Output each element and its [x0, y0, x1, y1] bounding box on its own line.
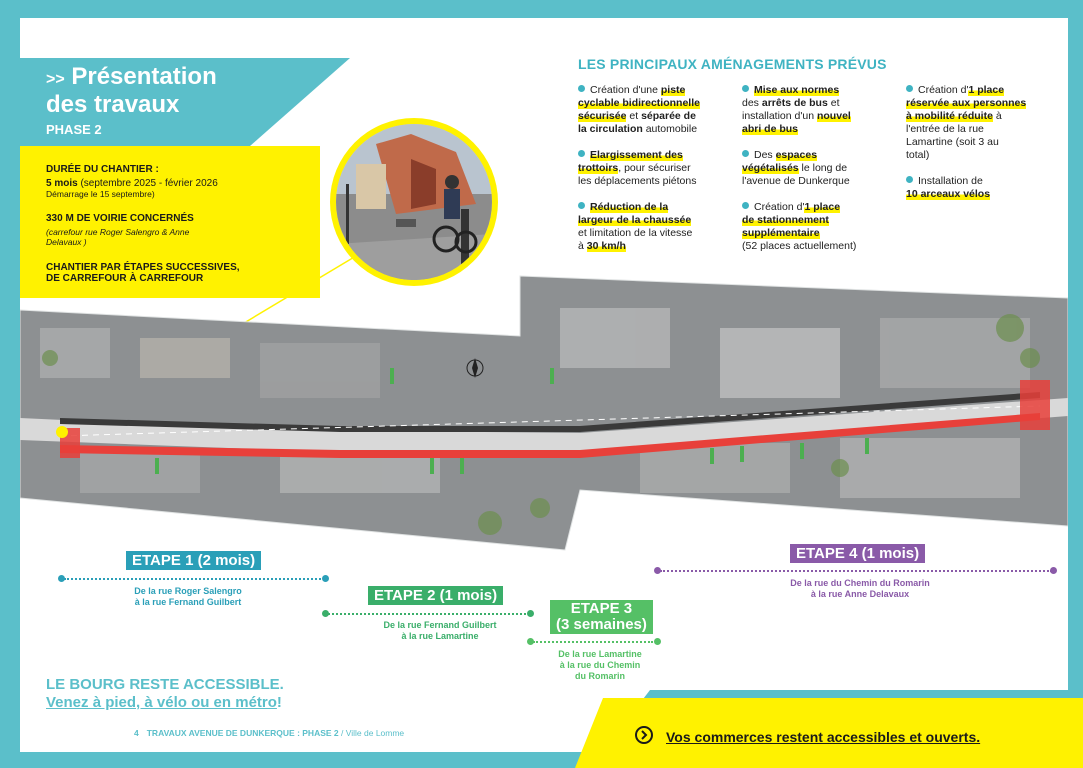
amenagements-col-2	[742, 84, 892, 266]
bullet-icon	[578, 150, 585, 157]
etape-4-label: ETAPE 4 (1 mois)	[790, 544, 925, 563]
etape-2-label: ETAPE 2 (1 mois)	[368, 586, 503, 605]
title-line-2: des travaux	[46, 91, 180, 118]
bullet-icon	[578, 202, 585, 209]
etapes-line-1: CHANTIER PAR ÉTAPES SUCCESSIVES,	[46, 262, 240, 273]
etape-3-line	[533, 641, 653, 643]
amenagement-bus: Mise aux normes des arrêts de bus et installation d'un nouvel abri de bus	[742, 84, 851, 135]
amenagement-chaussee: Réduction de la largeur de la chaussée et limitation de la vitesse à 30 km/h	[578, 201, 693, 252]
page-number: 4	[134, 728, 139, 738]
duree-dates: (septembre 2025 - février 2026	[77, 178, 218, 189]
amenagement-vegetal: Des espaces végétalisés le long de l'avenue de Dunkerque	[742, 149, 850, 187]
demarrage-text: Démarrage le 15 septembre)	[46, 189, 155, 199]
etape-1-label: ETAPE 1 (2 mois)	[126, 551, 261, 570]
bullet-icon	[742, 85, 749, 92]
etape-1-end-dot	[322, 575, 329, 582]
voirie-detail-2: Delavaux )	[46, 237, 87, 247]
bullet-icon	[578, 85, 585, 92]
phase-label: PHASE 2	[46, 122, 102, 137]
amenagement-trottoirs: Elargissement des trottoirs, pour sécuriser les déplacements piétons	[578, 149, 697, 187]
amenagements-col-3	[906, 84, 1056, 214]
amenagements-col-1	[578, 84, 728, 266]
bullet-icon	[742, 150, 749, 157]
etape-4-text: De la rue du Chemin du Romarin à la rue Anne Delavaux	[790, 578, 930, 599]
street-photo-frame	[330, 118, 498, 286]
etape-2-line	[328, 613, 530, 615]
commerces-message: Vos commerces restent accessibles et ouverts.	[666, 729, 981, 745]
page	[20, 18, 1068, 752]
footer-title: TRAVAUX AVENUE DE DUNKERQUE : PHASE 2	[146, 728, 339, 738]
etape-1-line	[64, 578, 328, 580]
bullet-icon	[742, 202, 749, 209]
voirie-label: 330 M DE VOIRIE CONCERNÉS	[46, 213, 194, 224]
amenagements-title: LES PRINCIPAUX AMÉNAGEMENTS PRÉVUS	[578, 56, 887, 72]
title-arrow: >>	[46, 71, 65, 88]
street-photo	[336, 124, 492, 280]
etape-3-end-dot	[654, 638, 661, 645]
footer-separator: /	[338, 728, 346, 738]
amenagement-stationnement: Création d'1 place de stationnement supplémentaire (52 places actuellement)	[742, 201, 857, 252]
etape-4-end-dot	[1050, 567, 1057, 574]
bullet-icon	[906, 176, 913, 183]
duree-label: DURÉE DU CHANTIER :	[46, 164, 159, 175]
etape-3-label: ETAPE 3 (3 semaines)	[550, 600, 653, 634]
etape-3-text: De la rue Lamartine à la rue du Chemin du Romarin	[558, 649, 642, 681]
bourg-accessible: LE BOURG RESTE ACCESSIBLE.	[46, 676, 284, 693]
aerial-plan	[20, 268, 1068, 558]
chevron-right-icon	[635, 726, 653, 744]
etapes-line-2: DE CARREFOUR À CARREFOUR	[46, 273, 204, 284]
etape-1-text: De la rue Roger Salengro à la rue Fernand Guilbert	[134, 586, 242, 607]
amenagement-pmr: Création d'1 place réservée aux personnes à mobilité réduite à l'entrée de la rue Lamartine (soit 3 au total)	[906, 84, 1027, 161]
footer-org: Ville de Lomme	[345, 728, 405, 738]
voirie-detail-1: (carrefour rue Roger Salengro & Anne	[46, 227, 190, 237]
etape-2-end-dot	[527, 610, 534, 617]
bullet-icon	[906, 85, 913, 92]
etape-4-line	[660, 570, 1052, 572]
etape-2-text: De la rue Fernand Guilbert à la rue Lamartine	[383, 620, 497, 641]
amenagement-arceaux: Installation de 10 arceaux vélos	[906, 175, 991, 200]
amenagement-piste: Création d'une piste cyclable bidirectionnelle sécurisée et séparée de la circulation automobile	[578, 84, 700, 135]
title-line-1: Présentation	[71, 63, 217, 90]
venez-message: Venez à pied, à vélo ou en métro!	[46, 694, 282, 711]
duree-value: 5 mois	[46, 178, 78, 189]
page-footer	[134, 728, 404, 738]
